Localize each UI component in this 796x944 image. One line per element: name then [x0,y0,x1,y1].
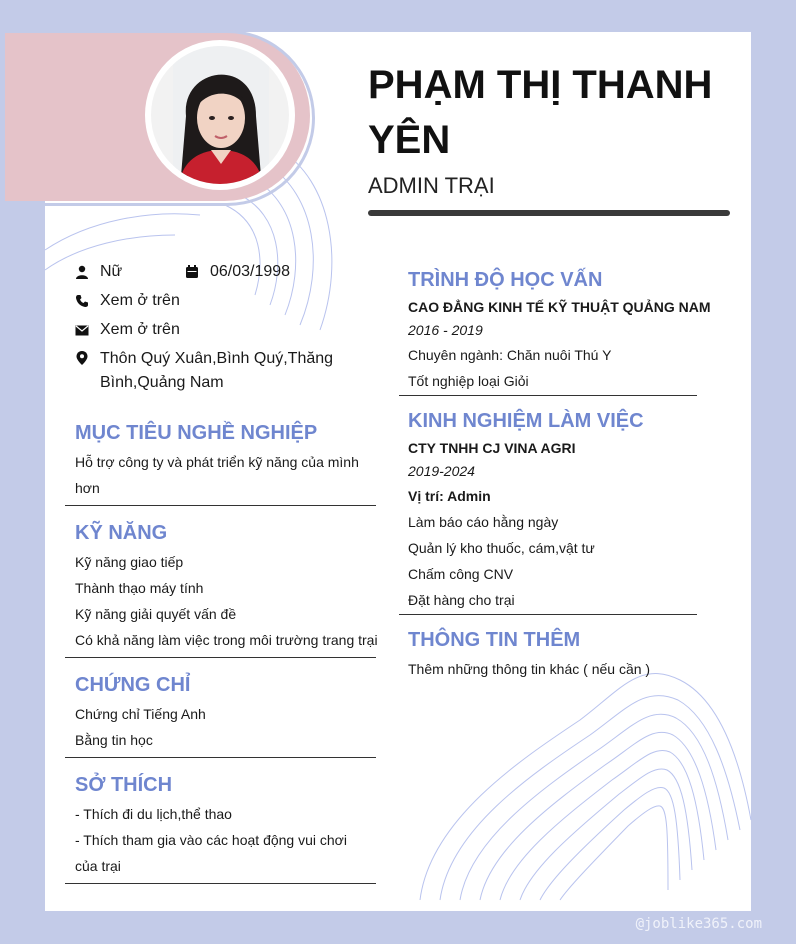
email-text: Xem ở trên [100,321,180,338]
gender-text: Nữ [100,263,123,280]
person-icon [75,265,89,279]
hobby-item: - Thích đi du lịch,thể thao [75,806,232,822]
experience-task: Quản lý kho thuốc, cám,vật tư [408,540,595,556]
contact-address [75,350,333,395]
education-period: 2016 - 2019 [408,322,483,338]
extra-info-heading: THÔNG TIN THÊM [408,629,581,651]
contact-phone [75,292,180,310]
phone-text: Xem ở trên [100,292,180,309]
skill-item: Thành thạo máy tính [75,580,204,596]
hobby-item: - Thích tham gia vào các hoạt động vui chơi [75,832,347,848]
divider [65,657,376,658]
contact-gender [75,263,122,281]
divider [65,757,376,758]
experience-period: 2019-2024 [408,463,475,479]
certificates-heading: CHỨNG CHỈ [75,674,191,696]
certificate-item: Chứng chỉ Tiếng Anh [75,706,206,722]
address-line-1: Thôn Quý Xuân,Bình Quý,Thăng [100,350,334,367]
education-major: Chuyên ngành: Chăn nuôi Thú Y [408,347,612,363]
hobbies-heading: SỞ THÍCH [75,774,173,796]
divider [65,883,376,884]
experience-task: Đặt hàng cho trại [408,592,515,608]
experience-task: Làm báo cáo hằng ngày [408,514,559,530]
contact-birthdate [185,263,290,281]
objective-line-1: Hỗ trợ công ty và phát triển kỹ năng của mình [75,454,359,470]
experience-task: Chấm công CNV [408,566,514,582]
candidate-role: ADMIN TRẠI [368,173,495,198]
avatar [145,40,295,190]
education-heading: TRÌNH ĐỘ HỌC VẤN [408,269,603,291]
education-grade: Tốt nghiệp loại Giỏi [408,373,529,389]
birthdate-text: 06/03/1998 [210,263,291,280]
mail-icon [75,323,89,337]
experience-heading: KINH NGHIỆM LÀM VIỆC [408,410,644,432]
contact-email [75,321,180,339]
role-underline [368,210,730,216]
education-school: CAO ĐẲNG KINH TẾ KỸ THUẬT QUẢNG NAM [408,299,711,315]
watermark: @joblike365.com [635,916,762,932]
profile-photo [151,46,289,184]
skill-item: Kỹ năng giải quyết vấn đề [75,606,237,622]
divider [399,614,697,615]
phone-icon [75,294,89,308]
divider [65,505,376,506]
objective-heading: MỤC TIÊU NGHỀ NGHIỆP [75,422,318,444]
skill-item: Kỹ năng giao tiếp [75,554,184,570]
certificate-item: Bằng tin học [75,732,153,748]
extra-info-text: Thêm những thông tin khác ( nếu cần ) [408,661,651,677]
calendar-icon [185,265,199,279]
divider [399,395,697,396]
address-line-2: Bình,Quảng Nam [100,374,224,391]
skill-item: Có khả năng làm việc trong môi trường trang trại [75,632,378,648]
objective-line-2: hơn [75,480,100,496]
experience-position: Vị trí: Admin [408,488,491,504]
location-pin-icon [75,351,89,365]
hobby-item: của trại [75,858,121,874]
candidate-name: PHẠM THỊ THANH YÊN [368,63,713,162]
skills-heading: KỸ NĂNG [75,522,168,544]
experience-company: CTY TNHH CJ VINA AGRI [408,440,576,456]
